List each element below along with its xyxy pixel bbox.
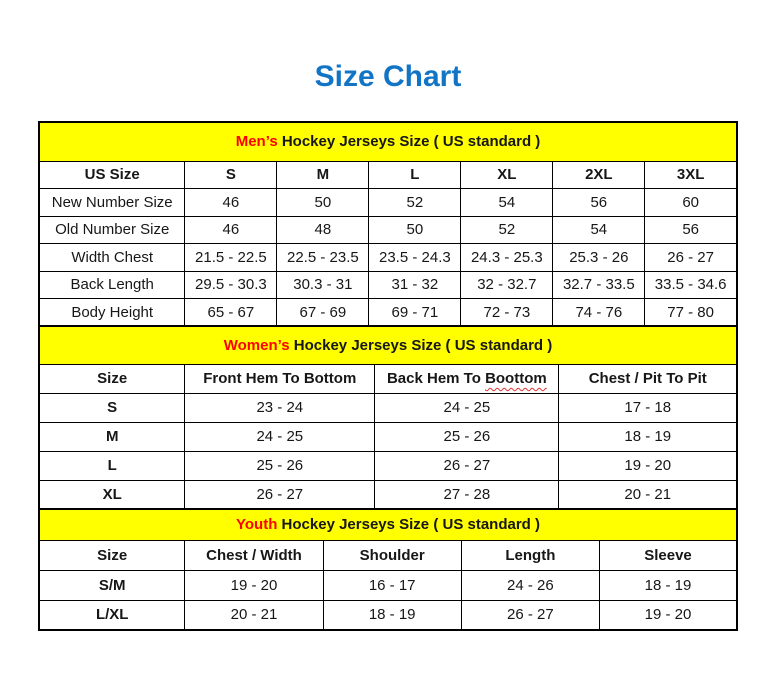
header-cell-womens-3: Chest / Pit To Pit <box>559 364 737 393</box>
size-chart-page <box>0 62 776 692</box>
misspelled-word: Boottom <box>485 370 547 387</box>
table-row <box>39 600 737 630</box>
value-cell: 20 - 21 <box>559 480 737 509</box>
header-cell-mens-5: 2XL <box>553 161 645 189</box>
table-row <box>39 299 737 327</box>
value-cell: 29.5 - 30.3 <box>185 271 277 299</box>
value-cell: 46 <box>185 189 277 217</box>
row-label: L/XL <box>39 600 185 630</box>
value-cell: 20 - 21 <box>185 600 323 630</box>
value-cell: 25 - 26 <box>185 451 375 480</box>
value-cell: 32.7 - 33.5 <box>553 271 645 299</box>
value-cell: 72 - 73 <box>461 299 553 327</box>
header-cell-youth-3: Length <box>461 540 599 570</box>
header-cell-mens-0: US Size <box>39 161 185 189</box>
header-cell-womens-0: Size <box>39 364 185 393</box>
value-cell: 50 <box>369 216 461 244</box>
row-label: S/M <box>39 570 185 600</box>
header-cell-mens-6: 3XL <box>645 161 737 189</box>
table-row <box>39 570 737 600</box>
size-table-womens <box>38 325 738 510</box>
caption-highlight: Men’s <box>235 133 278 151</box>
value-cell: 24.3 - 25.3 <box>461 244 553 272</box>
row-label: Old Number Size <box>39 216 185 244</box>
value-cell: 56 <box>553 189 645 217</box>
table-row <box>39 393 737 422</box>
value-cell: 18 - 19 <box>559 422 737 451</box>
value-cell: 33.5 - 34.6 <box>645 271 737 299</box>
value-cell: 60 <box>645 189 737 217</box>
table-caption-womens <box>39 326 737 364</box>
row-label: Back Length <box>39 271 185 299</box>
page-title: Size Chart <box>314 60 462 93</box>
value-cell: 52 <box>369 189 461 217</box>
value-cell: 23 - 24 <box>185 393 375 422</box>
size-table-youth <box>38 508 738 631</box>
table-row <box>39 189 737 217</box>
table-row <box>39 216 737 244</box>
value-cell: 21.5 - 22.5 <box>185 244 277 272</box>
value-cell: 19 - 20 <box>185 570 323 600</box>
value-cell: 25 - 26 <box>375 422 559 451</box>
value-cell: 26 - 27 <box>645 244 737 272</box>
table-row <box>39 271 737 299</box>
value-cell: 22.5 - 23.5 <box>277 244 369 272</box>
caption-highlight: Youth <box>236 516 278 534</box>
value-cell: 30.3 - 31 <box>277 271 369 299</box>
row-label: XL <box>39 480 185 509</box>
table-row <box>39 422 737 451</box>
row-label: New Number Size <box>39 189 185 217</box>
value-cell: 24 - 25 <box>375 393 559 422</box>
value-cell: 54 <box>553 216 645 244</box>
value-cell: 31 - 32 <box>369 271 461 299</box>
value-cell: 52 <box>461 216 553 244</box>
value-cell: 65 - 67 <box>185 299 277 327</box>
header-cell-mens-2: M <box>277 161 369 189</box>
table-caption-youth <box>39 509 737 540</box>
caption-highlight: Women’s <box>223 336 290 354</box>
value-cell: 26 - 27 <box>185 480 375 509</box>
value-cell: 77 - 80 <box>645 299 737 327</box>
value-cell: 19 - 20 <box>559 451 737 480</box>
value-cell: 69 - 71 <box>369 299 461 327</box>
value-cell: 18 - 19 <box>599 570 737 600</box>
value-cell: 50 <box>277 189 369 217</box>
value-cell: 24 - 25 <box>185 422 375 451</box>
table-row <box>39 480 737 509</box>
header-cell-youth-2: Shoulder <box>323 540 461 570</box>
value-cell: 54 <box>461 189 553 217</box>
value-cell: 25.3 - 26 <box>553 244 645 272</box>
value-cell: 67 - 69 <box>277 299 369 327</box>
tables-container <box>38 121 738 631</box>
row-label: S <box>39 393 185 422</box>
value-cell: 48 <box>277 216 369 244</box>
header-cell-mens-4: XL <box>461 161 553 189</box>
caption-text: Hockey Jerseys Size ( US standard ) <box>281 516 540 534</box>
caption-text: Hockey Jerseys Size ( US standard ) <box>293 336 553 354</box>
value-cell: 26 - 27 <box>461 600 599 630</box>
caption-text: Hockey Jerseys Size ( US standard ) <box>281 133 541 151</box>
value-cell: 46 <box>185 216 277 244</box>
table-caption-mens <box>39 122 737 161</box>
header-cell-womens-1: Front Hem To Bottom <box>185 364 375 393</box>
header-cell-youth-0: Size <box>39 540 185 570</box>
row-label: Body Height <box>39 299 185 327</box>
size-table-mens <box>38 121 738 327</box>
row-label: L <box>39 451 185 480</box>
header-cell-youth-4: Sleeve <box>599 540 737 570</box>
value-cell: 19 - 20 <box>599 600 737 630</box>
row-label: M <box>39 422 185 451</box>
value-cell: 23.5 - 24.3 <box>369 244 461 272</box>
value-cell: 24 - 26 <box>461 570 599 600</box>
value-cell: 56 <box>645 216 737 244</box>
value-cell: 16 - 17 <box>323 570 461 600</box>
value-cell: 17 - 18 <box>559 393 737 422</box>
table-row <box>39 244 737 272</box>
value-cell: 26 - 27 <box>375 451 559 480</box>
value-cell: 32 - 32.7 <box>461 271 553 299</box>
value-cell: 74 - 76 <box>553 299 645 327</box>
header-cell-womens-2: Back Hem To Boottom <box>375 364 559 393</box>
header-cell-mens-3: L <box>369 161 461 189</box>
header-cell-youth-1: Chest / Width <box>185 540 323 570</box>
table-row <box>39 451 737 480</box>
value-cell: 18 - 19 <box>323 600 461 630</box>
header-cell-mens-1: S <box>185 161 277 189</box>
value-cell: 27 - 28 <box>375 480 559 509</box>
row-label: Width Chest <box>39 244 185 272</box>
